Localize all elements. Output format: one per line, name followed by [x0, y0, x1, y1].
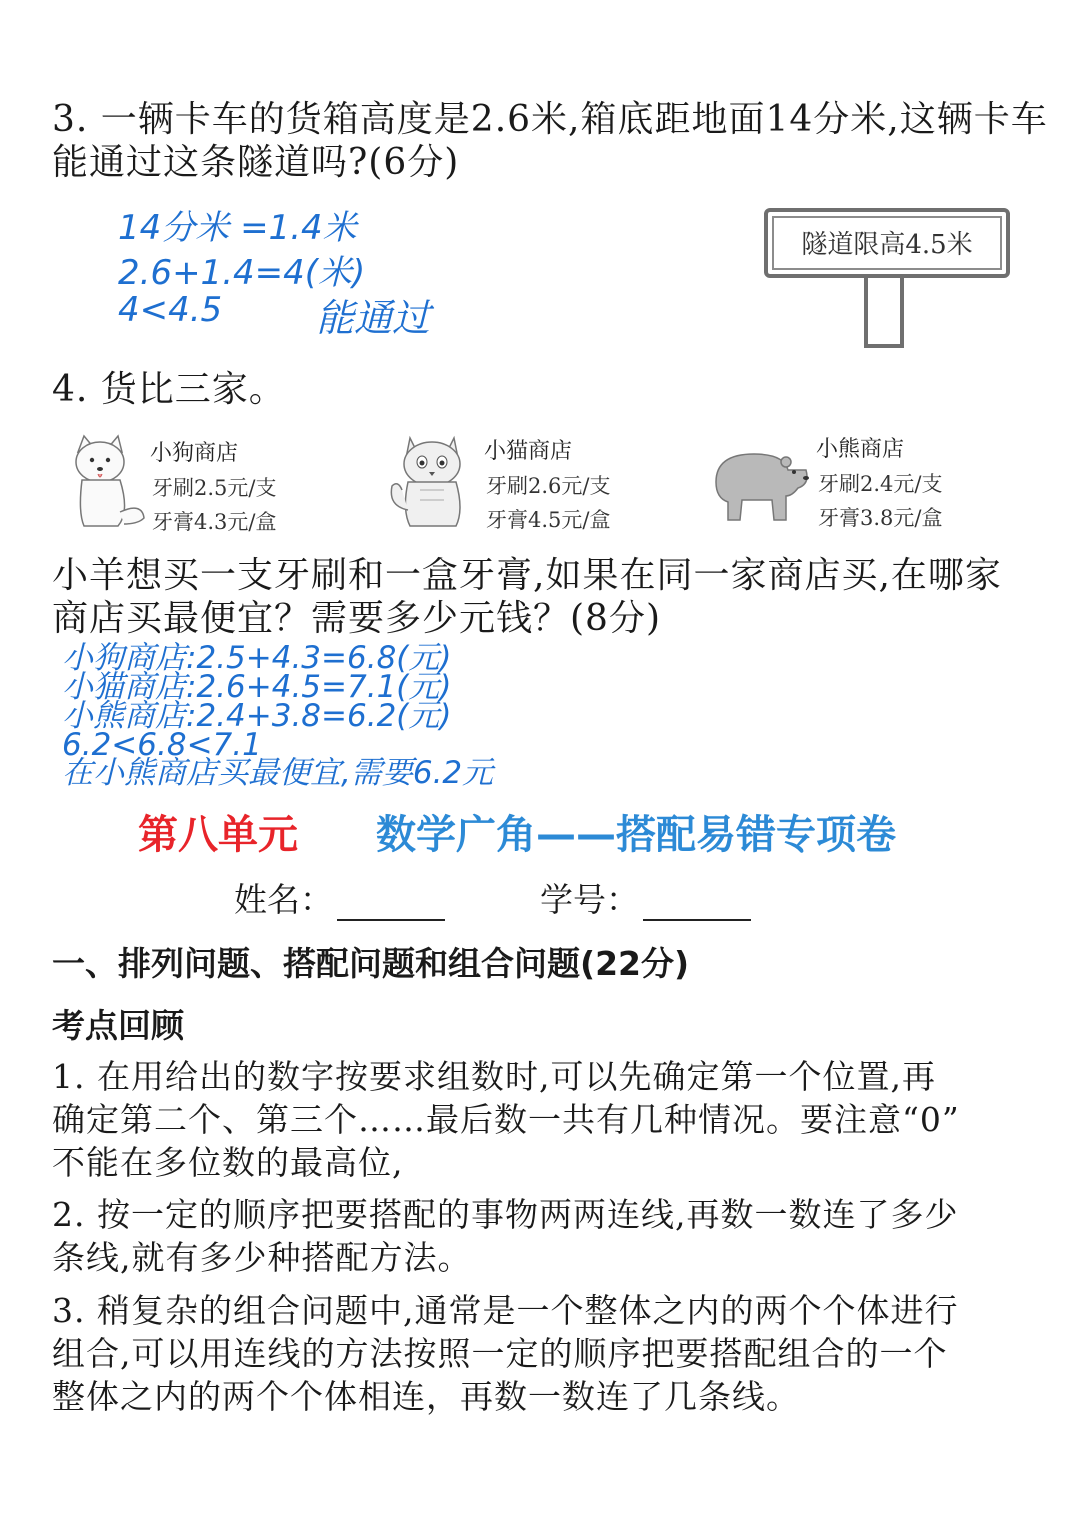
q3-line2: 能通过这条隧道吗?(6分): [52, 142, 460, 183]
shop2-toothbrush: 牙刷2.6元/支: [486, 474, 611, 498]
shop1-toothpaste: 牙膏4.3元/盒: [152, 510, 277, 534]
q3-answer-line3: 4<4.5: [118, 290, 223, 330]
q4-answer-line4: 6.2<6.8<7.1: [62, 727, 262, 763]
point3-line1: 3. 稍复杂的组合问题中,通常是一个整体之内的两个个体进行: [52, 1291, 959, 1330]
point1-line2: 确定第二个、第三个……最后数一共有几种情况。要注意“0”: [52, 1100, 960, 1139]
q3-answer-conclusion: 能通过: [316, 296, 431, 340]
point3-line2: 组合,可以用连线的方法按照一定的顺序把要搭配组合的一个: [52, 1334, 948, 1373]
q4-title: 4. 货比三家。: [52, 369, 286, 410]
q3-line1: 3. 一辆卡车的货箱高度是2.6米,箱底距地面14分米,这辆卡车: [52, 99, 1048, 140]
q4-answer-line3: 小熊商店:2.4+3.8=6.2(元): [62, 698, 452, 734]
shop2-name: 小猫商店: [484, 439, 573, 464]
shop3-toothbrush: 牙刷2.4元/支: [818, 472, 943, 496]
shop2-toothpaste: 牙膏4.5元/盒: [486, 508, 611, 532]
section1-heading: 一、排列问题、搭配问题和组合问题(22分): [52, 944, 690, 983]
name-blank[interactable]: [337, 889, 445, 921]
id-field[interactable]: [540, 874, 751, 921]
sign-post: [864, 270, 904, 348]
cat-icon: [384, 430, 476, 530]
point2-line2: 条线,就有多少种搭配方法。: [52, 1238, 472, 1277]
dog-icon: [58, 432, 148, 532]
point1-line3: 不能在多位数的最高位,: [52, 1143, 404, 1182]
q4-answer-line5: 在小熊商店买最便宜,需要6.2元: [62, 755, 494, 791]
review-heading: 考点回顾: [52, 1006, 184, 1045]
tunnel-sign: [764, 208, 1010, 278]
unit-title-red: 第八单元: [138, 812, 298, 858]
name-field[interactable]: [234, 874, 445, 921]
q3-answer-line1: 14分米 =1.4米: [118, 208, 357, 248]
name-label: 姓名：: [234, 880, 333, 919]
point2-line1: 2. 按一定的顺序把要搭配的事物两两连线,再数一数连了多少: [52, 1195, 959, 1234]
q4-answer-line1: 小狗商店:2.5+4.3=6.8(元): [62, 640, 452, 676]
id-label: 学号：: [540, 880, 639, 919]
shop1-name: 小狗商店: [150, 441, 239, 466]
q4-question-line1: 小羊想买一支牙刷和一盒牙膏,如果在同一家商店买,在哪家: [52, 555, 1002, 596]
shop3-name: 小熊商店: [816, 437, 905, 462]
q4-answer-line2: 小猫商店:2.6+4.5=7.1(元): [62, 669, 452, 705]
shop1-toothbrush: 牙刷2.5元/支: [152, 476, 277, 500]
q3-answer-line2: 2.6+1.4=4(米): [118, 253, 366, 293]
point3-line3: 整体之内的两个个体相连，再数一数连了几条线。: [52, 1377, 800, 1416]
bear-icon: [706, 440, 810, 522]
q4-question-line2: 商店买最便宜？需要多少元钱？(8分): [52, 598, 661, 639]
shop3-toothpaste: 牙膏3.8元/盒: [818, 506, 943, 530]
id-blank[interactable]: [643, 889, 751, 921]
tunnel-sign-text: 隧道限高4.5米: [801, 230, 973, 260]
point1-line1: 1. 在用给出的数字按要求组数时,可以先确定第一个位置,再: [52, 1057, 936, 1096]
unit-title-blue: 数学广角——搭配易错专项卷: [376, 812, 896, 858]
